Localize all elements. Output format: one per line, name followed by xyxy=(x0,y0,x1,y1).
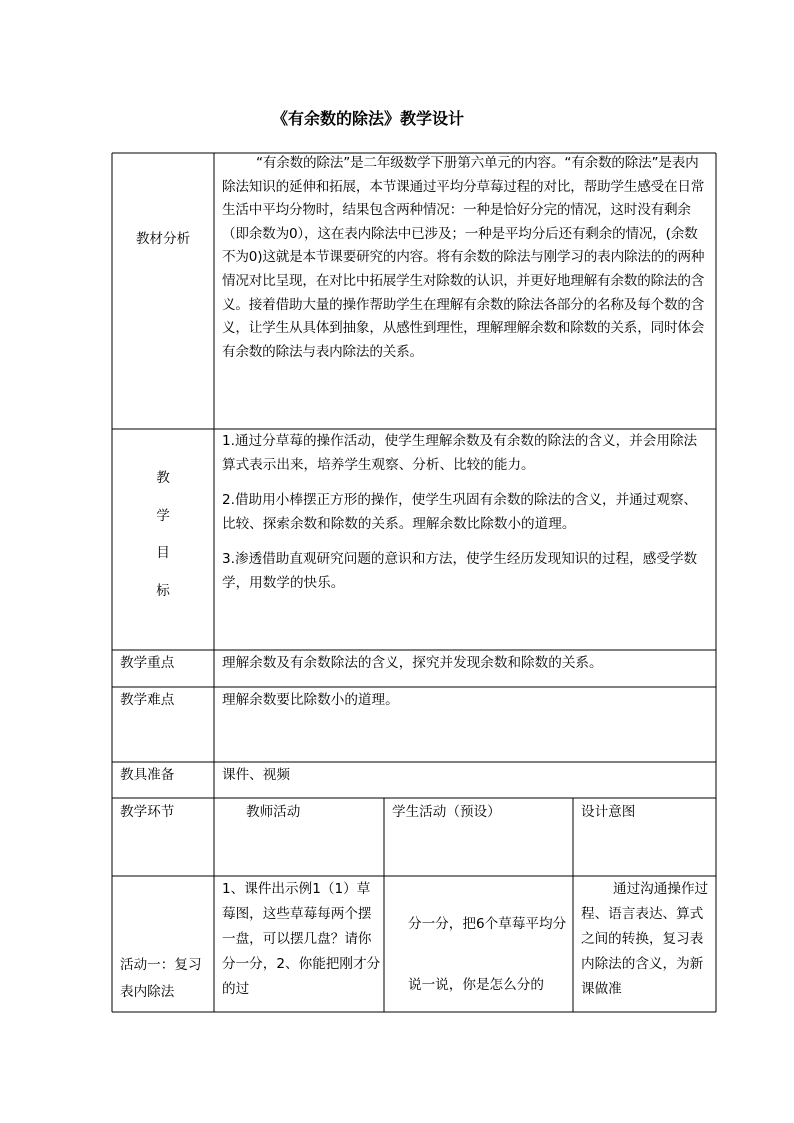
key-points-label: 教学重点 xyxy=(120,655,175,671)
objectives-label xyxy=(113,466,213,603)
activity1-student-1: 分一分，把6个草莓平均分 xyxy=(408,916,567,932)
activity1-stage: 活动一：复习表内除法 xyxy=(120,957,202,1000)
header-intent: 设计意图 xyxy=(581,804,636,820)
key-points-text: 理解余数及有余数除法的含义，探究并发现余数和除数的关系。 xyxy=(222,655,603,671)
objectives-label-char: 教 xyxy=(156,470,170,486)
objective-item: 2.借助用小棒摆正方形的操作，使学生巩固有余数的除法的含义，并通过观察、比较、探索余数和除数的关系。理解余数比除数小的道理。 xyxy=(222,492,698,532)
objectives-label-char: 标 xyxy=(156,582,170,599)
objective-item: 3.渗透借助直观研究问题的意识和方法，使学生经历发现知识的过程，感受学数学，用数学的快乐。 xyxy=(222,551,698,591)
objectives-list xyxy=(222,430,710,648)
activity1-student-2: 说一说，你是怎么分的 xyxy=(408,977,544,993)
difficulties-text: 理解余数要比除数小的道理。 xyxy=(222,692,399,708)
objectives-label-char: 目 xyxy=(156,545,170,561)
tools-text: 课件、视频 xyxy=(222,767,290,783)
material-text: “有余数的除法”是二年级数学下册第六单元的内容。“有余数的除法”是表内除法知识的延伸和拓展，本节课通过平均分草莓过程的对比，帮助学生感受在日常生活中平均分物时，结果包含两种情况：一种是恰好分完的情况，这时没有剩余（即余数为0），这在表内除法中已涉及；一种是平均分后还有剩余的情况，(余数不为0)这就是本节课要研究的内容。将有余数的除法与刚学习的表内除法的的两种情况对比呈现，在对比中拓展学生对除数的认识，并更好地理解有余数的除法的含义。接着借助大量的操作帮助学生在理解有余数的除法各部分的名称及每个数的含义，让学生从具体到抽象，从感性到理性，理解理解余数和除数的关系，同时体会有余数的除法与表内除法的关系。 xyxy=(222,155,705,360)
activity1-intent: 通过沟通操作过程、语言表达、算式之间的转换，复习表内除法的含义，为新课做准 xyxy=(581,881,709,997)
tools-label: 教具准备 xyxy=(120,767,175,783)
material-label: 教材分析 xyxy=(135,231,191,247)
objective-item: 1.通过分草莓的操作活动，使学生理解余数及有余数的除法的含义，并会用除法算式表示出来，培养学生观察、分析、比较的能力。 xyxy=(222,433,698,473)
page-title: 《有余数的除法》教学设计 xyxy=(272,109,465,128)
header-teacher: 教师活动 xyxy=(246,804,301,820)
header-student: 学生活动（预设） xyxy=(392,804,501,820)
difficulties-label: 教学难点 xyxy=(120,692,175,708)
objectives-label-char: 学 xyxy=(156,507,170,524)
header-stage: 教学环节 xyxy=(120,804,175,820)
activity1-teacher: 1、课件出示例1（1）草莓图，这些草莓每两个摆一盘，可以摆几盘？请你分一分，2、你能把刚才分的过 xyxy=(222,881,381,997)
